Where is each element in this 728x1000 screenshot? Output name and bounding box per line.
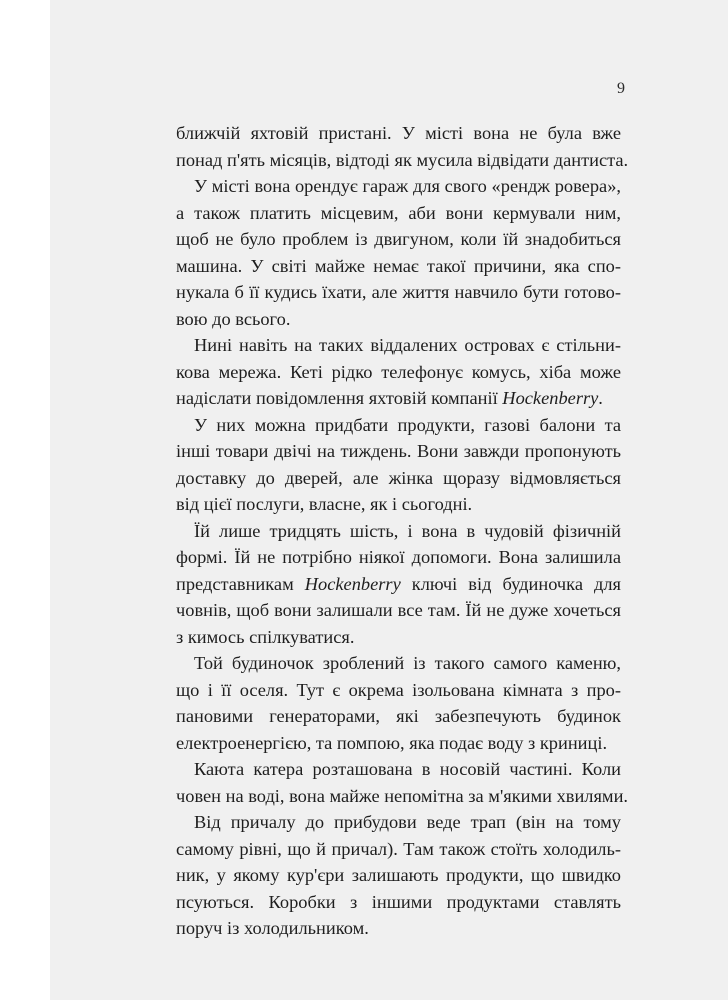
text-line: щоб не було проблем із двигуном, коли їй знадобиться — [176, 229, 621, 249]
text-line: самому рівні, що й причал). Там також стоїть холодиль- — [176, 838, 621, 859]
text-line: ближчій яхтовій пристані. У місті вона не була вже — [176, 123, 621, 143]
text-line: Від причалу до прибудови веде трап (він на тому — [194, 812, 621, 832]
text-line: ник, у якому кур'єри залишають продукти, що швидко — [176, 865, 621, 885]
text-line: поруч із холодильником. — [176, 918, 369, 938]
book-page — [50, 0, 728, 1000]
text-line: надіслати повідомлення яхтовій компанії Hockenberry. — [176, 388, 603, 408]
text-line: з кимось спілкуватися. — [176, 626, 355, 647]
text-line: пановими генераторами, які забезпечують будинок — [176, 706, 621, 726]
text-line: Нині навіть на таких віддалених островах є стільни- — [194, 335, 621, 355]
text-line: У них можна придбати продукти, газові балони та — [194, 414, 621, 435]
text-line: що і її оселя. Тут є окрема ізольована кімната з про- — [176, 679, 621, 700]
page-number: 9 — [617, 80, 625, 97]
text-line: а також платить місцевим, аби вони кермували ним, — [176, 202, 621, 223]
text-line: човен на воді, вона майже непомітна за м'якими хвилями. — [176, 785, 629, 806]
text-line: машина. У світі майже немає такої причини, яка спо- — [176, 255, 621, 276]
text-line: доставку до дверей, але жінка щоразу відмовляється — [176, 467, 621, 488]
body-text — [176, 120, 629, 942]
text-line: човнів, щоб вони залишали все там. Їй не дуже хочеться — [176, 600, 621, 620]
text-line: Той будиночок зроблений із такого самого каменю, — [194, 653, 621, 673]
text-line: інші товари двічі на тиждень. Вони завжди пропонують — [176, 441, 621, 461]
text-line: У місті вона орендує гараж для свого «рендж ровера», — [194, 176, 621, 196]
text-line: електроенергією, та помпою, яка подає воду з криниці. — [176, 732, 608, 753]
company-name: Hockenberry — [304, 573, 401, 594]
text-line: формі. Їй не потрібно ніякої допомоги. Вона залишила — [176, 547, 621, 567]
text-line: понад п'ять місяців, відтоді як мусила відвідати дантиста. — [176, 149, 629, 170]
text-line: вою до всього. — [176, 308, 291, 329]
company-name: Hockenberry — [502, 388, 599, 408]
text-line: представникам Hockenberry ключі від будиночка для — [176, 573, 621, 594]
text-line: Каюта катера розташована в носовій частині. Коли — [194, 759, 621, 779]
text-line: кова мережа. Кеті рідко телефонує комусь, хіба може — [176, 361, 621, 382]
text-line: Їй лише тридцять шість, і вона в чудовій фізичній — [194, 520, 621, 541]
text-line: нукала б її кудись їхати, але життя навчило бути готово- — [176, 282, 621, 302]
text-line: псуються. Коробки з іншими продуктами ставлять — [176, 891, 621, 912]
text-line: від цієї послуги, власне, як і сьогодні. — [176, 494, 473, 514]
